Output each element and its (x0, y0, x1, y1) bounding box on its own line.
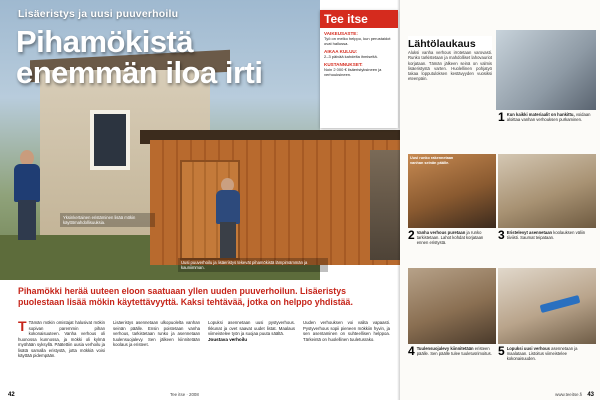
article-kicker: Lisäeristys ja uusi puuverhoilu (18, 8, 179, 20)
body-text-1: Tämän mökin omistajat halusivat mökin sopivan paremmin pihan kokonaisuuteen. Vanha verhous oli huonossa kunnossa, ja mökki oli kylmä myöhään syksyllä. Päätettiin uusia verhoilu ja lisätä samalla eristystä, jotta mökkiä voisi käyttää pidempään. (18, 320, 105, 358)
section-title: Lähtölaukaus (408, 38, 476, 50)
cost-text: Noin 2 000 € lisäeristyksineen ja verhouksineen. (324, 67, 382, 77)
body-text-3: Lopuksi asennetaan uusi pystyverhous. Ikkunat ja ovet saavat uudet listat. Maalaus viimeistelee työn ja suojaa puuta säältä. (208, 320, 295, 336)
body-column-3 (208, 320, 295, 359)
step-text: asennetaan ja maalataan. Listoitus viimeistelee kokonaisuuden. (506, 346, 578, 362)
house-window (90, 110, 130, 170)
page-number-left: 42 (8, 392, 15, 398)
body-column-4 (303, 320, 390, 359)
section-intro: Aluksi vanha verhous irrotetaan varovasti. Runko tarkistetaan ja mahdolliset lahovauriot korjataan. Tämän jälkeen seinä on valmis lisäeristystä varten. Huolellinen pohjatyö takaa lopputuloksen kestävyyden vuosiksi eteenpäin. (408, 50, 492, 82)
step-bold: Vanha verhous puretaan (416, 230, 466, 235)
step-number: 1 (498, 110, 505, 124)
photo-caption-2: Uusi runko rakennetaan vanhan seinän päälle. (410, 156, 454, 165)
tee-itse-tab: Tee itse (320, 10, 398, 28)
photo-caption-mid: Uusi puuverhoilu ja lisäeristys tekevät pihamökistä lämpimämmän ja kauniimman. (178, 258, 328, 272)
section-title-box (408, 36, 492, 50)
person-right (215, 178, 241, 258)
step-bold: Lopuksi uusi verhous (506, 346, 550, 351)
difficulty-label: VAIKEUSASTE: (324, 31, 358, 36)
lead-paragraph: Pihamökki herää uuteen eloon saatuaan yllen uuden puuverhoilun. Lisäeristys puolestaan lisää mökin käytettävyyttä. Kaksi tehtävää, jotka on helppo yhdistää. (18, 286, 353, 307)
step-text: voidaan aloittaa vanhan verhouksen purkaminen. (506, 112, 591, 123)
side-photo (370, 150, 400, 260)
step-1 (498, 112, 596, 123)
step-3 (498, 230, 596, 241)
step-text: eristeen päälle. Sen päälle tulee tuuletusrimoitus. (416, 346, 492, 357)
right-page (400, 0, 600, 400)
footer-left: Tee itse · 2008 (170, 392, 199, 397)
step-number: 2 (408, 228, 415, 242)
body-columns (18, 320, 390, 359)
tee-itse-box (320, 10, 398, 128)
drop-cap: T (18, 318, 27, 334)
page-number-right: 43 (587, 392, 594, 398)
photo-caption-left: Yksinkertainen eristäminen lisää mökin käyttömahdollisuuksia. (60, 213, 155, 227)
step-5 (498, 346, 596, 362)
person-left (12, 150, 42, 240)
body-column-1 (18, 320, 105, 359)
body-column-2 (113, 320, 200, 359)
body-text-2: Lisäeristys asennetaan ulkopuolelta vanhan seinän päälle. Ensin poistetaan vanha verhous, tarkistetaan runko ja asennetaan tuulensuojalevy. Sen jälkeen kiinnitetään koolaus ja eristeet. (113, 320, 200, 347)
body-text-4: Uuden verhouksen voi valita vapaasti. Pystyverhous sopii pieneen mökkiin hyvin, ja sen asentaminen on suhteellisen helppoa. Tärkeintä on huolellinen tuuletusrako. (303, 320, 390, 342)
subheading: Joustava verhoilu (208, 336, 248, 342)
step-text: ja runko tarkistetaan. Lahot kohdat korjataan ennen eristystä. (416, 230, 484, 246)
difficulty-text: Työ on melko helppo, kun perustaidot ovat hallussa. (324, 36, 391, 46)
step-text: koolauksen väliin tiiviisti. Saumat teipataan. (506, 230, 586, 241)
step-photo-4 (408, 268, 496, 344)
step-photo-1 (496, 30, 596, 110)
step-bold: Eristelevyt asennetaan (506, 230, 553, 235)
step-photo-3 (498, 154, 596, 228)
time-label: AIKAA KULUU: (324, 49, 358, 54)
article-headline: Pihamökistä enemmän iloa irti (16, 24, 263, 90)
step-number: 5 (498, 344, 505, 358)
time-text: 2–3 päivää kahdelta ihmiseltä. (324, 54, 378, 59)
step-bold: Kun kaikki materiaalit on hankittu, (506, 112, 575, 117)
step-2 (408, 230, 496, 246)
step-4 (408, 346, 496, 357)
cost-label: KUSTANNUKSET: (324, 62, 363, 67)
step-number: 4 (408, 344, 415, 358)
step-bold: Tuulensuojalevy kiinnitetään (416, 346, 474, 351)
step-number: 3 (498, 228, 505, 242)
footer-right: www.teeitse.fi (555, 392, 582, 397)
